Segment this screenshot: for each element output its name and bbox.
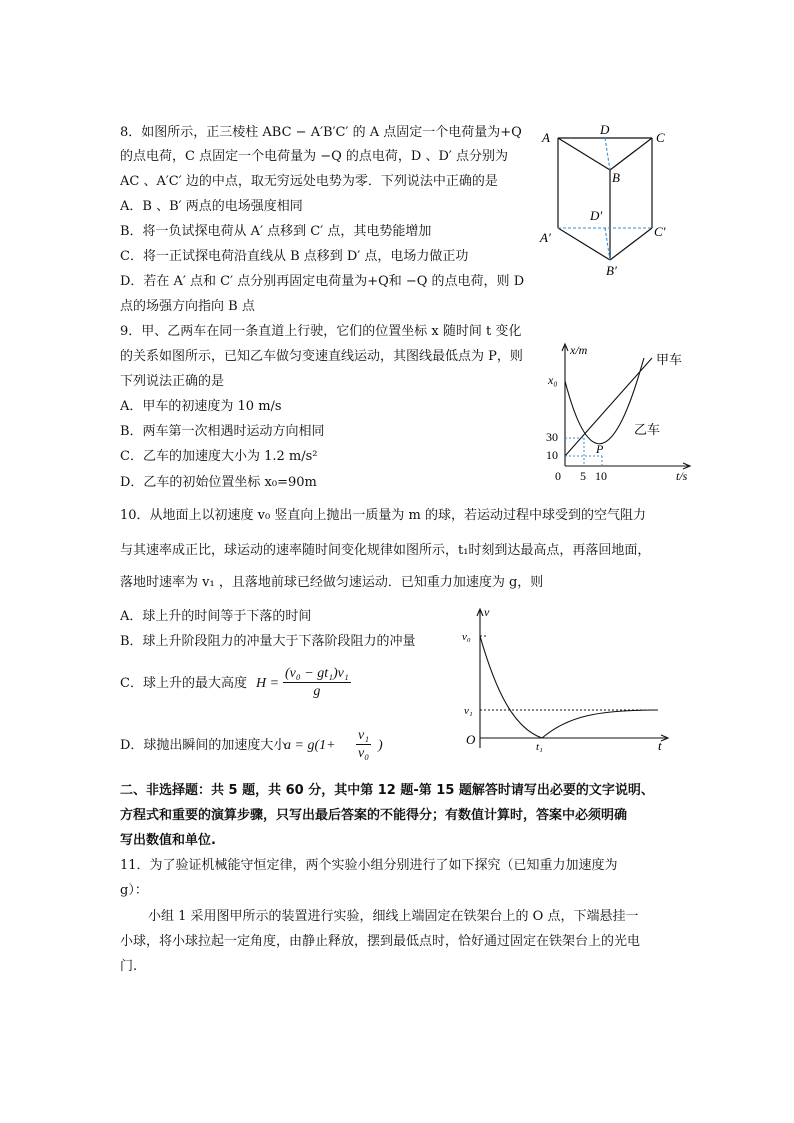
section2-line-3: 写出数值和单位. <box>120 833 216 848</box>
q10-option-d-denominator: v₀ <box>358 746 370 761</box>
q10-option-c-lhs: H = <box>256 676 280 691</box>
label-c-prime: C′ <box>654 224 666 239</box>
q9-line-1: 9．甲、乙两车在同一条直道上行驶，它们的位置坐标 x 随时间 t 变化 <box>120 324 522 339</box>
y-axis-label: x/m <box>570 343 588 357</box>
q10-option-b: B．球上升阶段阻力的冲量大于下落阶段阻力的冲量 <box>120 634 416 649</box>
label-d: D <box>600 122 610 137</box>
prism-figure <box>538 120 678 280</box>
q9-option-c: C．乙车的加速度大小为 1.2 m/s² <box>120 449 318 464</box>
y-tick-10: 10 <box>546 448 558 462</box>
q9-option-a: A．甲车的初速度为 10 m/s <box>120 399 282 414</box>
q11-line-4: 小球，将小球拉起一定角度，由静止释放，摆到最低点时，恰好通过固定在铁架台上的光电 <box>120 934 641 949</box>
q8-option-b: B．将一负试探电荷从 A′ 点移到 C′ 点，其电势能增加 <box>120 224 432 239</box>
q9-option-b: B．两车第一次相遇时运动方向相同 <box>120 424 325 439</box>
v-axis-label: v <box>484 605 490 619</box>
q10-option-a: A．球上升的时间等于下落的时间 <box>120 609 312 624</box>
vt-graph <box>458 602 680 754</box>
t-axis-label: t <box>658 738 662 753</box>
label-c: C <box>656 130 665 145</box>
label-b-prime: B′ <box>606 263 617 278</box>
q8-option-c: C．将一正试探电荷沿直线从 B 点移到 D′ 点，电场力做正功 <box>120 249 469 264</box>
q10-line-1: 10．从地面上以初速度 v₀ 竖直向上抛出一质量为 m 的球，若运动过程中球受到的空气阻力 <box>120 508 646 523</box>
q8-line-2: 的点电荷，C 点固定一个电荷量为 −Q 的点电荷，D 、D′ 点分别为 <box>120 149 508 164</box>
q8-option-d: D．若在 A′ 点和 C′ 点分别再固定电荷量为+Q和 −Q 的点电荷，则 D <box>120 274 525 289</box>
q10-option-d-prefix: D．球抛出瞬间的加速度大小 <box>120 738 287 753</box>
q10-option-c-fraction <box>283 665 351 700</box>
x-axis-label: t/s <box>676 469 688 483</box>
q8-line-3: AC 、A′C′ 边的中点，取无穷远处电势为零．下列说法中正确的是 <box>120 174 498 189</box>
label-p: P <box>596 442 604 456</box>
q8-option-a: A．B 、B′ 两点的电场强度相同 <box>120 199 303 214</box>
q10-option-c-denominator: g <box>313 684 321 699</box>
q8-line-1: 8．如图所示，正三棱柱 ABC − A′B′C′ 的 A 点固定一个电荷量为+Q <box>120 125 522 140</box>
y-tick-30: 30 <box>546 430 558 444</box>
yi-curve <box>565 358 644 444</box>
q9-option-d: D．乙车的初始位置坐标 x₀=90m <box>120 475 317 490</box>
label-d-prime: D′ <box>590 208 603 223</box>
label-yi: 乙车 <box>634 422 661 437</box>
x-tick-0: 0 <box>555 469 561 483</box>
q10-option-d-fraction <box>356 727 371 762</box>
label-a-prime: A′ <box>540 230 551 245</box>
t1-label: t₁ <box>536 741 543 753</box>
q10-option-d-numerator: v₁ <box>358 728 370 743</box>
x0-label: x₀ <box>548 373 558 387</box>
origin-label: O <box>466 732 476 747</box>
q11-line-1: 11．为了验证机械能守恒定律，两个实验小组分别进行了如下探究（已知重力加速度为 <box>120 858 618 873</box>
q10-option-d-lhs: a = g(1+ <box>284 738 336 753</box>
q10-line-2: 与其速率成正比，球运动的速率随时间变化规律如图所示，t₁时刻到达最高点，再落回地面， <box>120 543 651 558</box>
fall-curve <box>542 710 658 738</box>
q10-option-c-prefix: C．球上升的最大高度 <box>120 676 247 691</box>
v1-label: v₁ <box>464 705 473 717</box>
label-jia: 甲车 <box>656 352 683 367</box>
x-tick-10: 10 <box>595 469 607 483</box>
label-a: A <box>542 130 550 145</box>
q11-line-2: g）： <box>120 883 148 898</box>
q10-option-c-numerator: (v₀ − gt₁)v₁ <box>285 666 349 681</box>
label-b: B <box>612 170 620 185</box>
q9-line-3: 下列说法正确的是 <box>120 374 225 389</box>
section2-line-2: 方程式和重要的演算步骤，只写出最后答案的不能得分；有数值计算时，答案中必须明确 <box>120 808 628 823</box>
section2-line-1: 二、非选择题：共 5 题，共 60 分，其中第 12 题-第 15 题解答时请写出必要的文字说明、 <box>120 783 654 798</box>
x-tick-5: 5 <box>580 469 586 483</box>
q8-option-d-cont: 点的场强方向指向 B 点 <box>120 299 255 314</box>
q10-option-d-tail: ) <box>378 738 383 753</box>
q11-line-5: 门. <box>120 959 138 974</box>
xt-graph <box>540 338 700 486</box>
q9-line-2: 的关系如图所示，已知乙车做匀变速直线运动，其图线最低点为 P，则 <box>120 349 523 364</box>
v0-label: v₀ <box>462 631 471 643</box>
rise-curve <box>480 636 542 738</box>
jia-line <box>565 358 652 456</box>
q11-line-3: 小组 1 采用图甲所示的装置进行实验，细线上端固定在铁架台上的 O 点，下端悬挂一 <box>148 909 639 924</box>
q10-line-3: 落地时速率为 v₁ ，且落地前球已经做匀速运动．已知重力加速度为 g，则 <box>120 575 544 590</box>
